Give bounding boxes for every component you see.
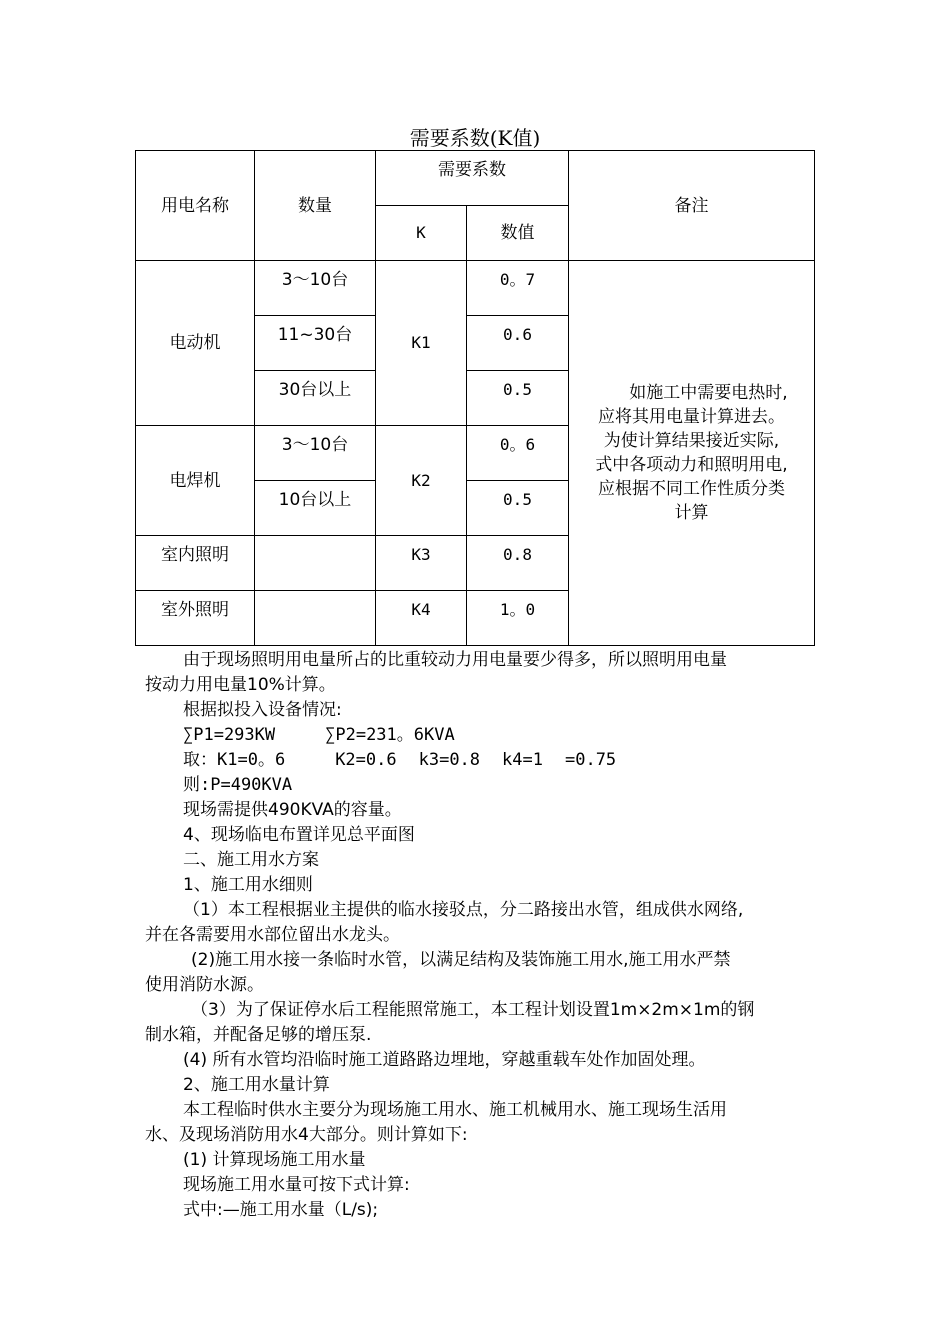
row-name: 电焊机 <box>136 426 255 536</box>
row-k: K3 <box>376 536 467 591</box>
paragraph-line: (1) 计算现场施工用水量 <box>183 1150 366 1170</box>
paragraph-line: 使用消防水源。 <box>145 975 264 995</box>
row-k: K4 <box>376 591 467 646</box>
header-row <box>136 151 815 206</box>
note-line: 式中各项动力和照明用电, <box>595 455 788 475</box>
header-note: 备注 <box>569 151 815 261</box>
row-name: 电动机 <box>136 261 255 426</box>
paragraph-line: 现场施工用水量可按下式计算: <box>183 1175 410 1195</box>
row-value: 0.5 <box>467 481 569 536</box>
row-value: 0.6 <box>467 316 569 371</box>
row-value: 1。0 <box>467 591 569 646</box>
note-line: 应根据不同工作性质分类 <box>598 479 785 499</box>
body-text <box>145 648 815 1223</box>
note-line: 计算 <box>674 503 709 523</box>
paragraph-line: （3）为了保证停水后工程能照常施工，本工程计划设置1m×2m×1m的钢 <box>191 1000 755 1020</box>
demand-coefficient-table <box>135 150 815 646</box>
row-name: 室内照明 <box>136 536 255 591</box>
paragraph-line: 根据拟投入设备情况: <box>183 700 342 720</box>
row-qty: 10台以上 <box>255 481 376 536</box>
row-qty <box>255 536 376 591</box>
paragraph-line: 按动力用电量10%计算。 <box>145 675 336 695</box>
note-text <box>569 381 814 525</box>
coefficient-line: 取：K1=0。6 K2=0.6 k3=0.8 k4=1 =0.75 <box>183 750 617 770</box>
row-value: 0。6 <box>467 426 569 481</box>
note-line: 应将其用电量计算进去。 <box>598 407 785 427</box>
paragraph-line: 现场需提供490KVA的容量。 <box>183 800 402 820</box>
paragraph-line: 则:P=490KVA <box>183 775 293 795</box>
note-line: 如施工中需要电热时, <box>629 383 788 403</box>
row-name: 室外照明 <box>136 591 255 646</box>
subsection-heading: 1、施工用水细则 <box>183 875 313 895</box>
row-value: 0。7 <box>467 261 569 316</box>
note-line: 为使计算结果接近实际, <box>603 431 780 451</box>
row-value: 0.5 <box>467 371 569 426</box>
row-qty <box>255 591 376 646</box>
header-coefficient: 需要系数 <box>376 151 569 206</box>
row-qty: 3～10台 <box>255 261 376 316</box>
paragraph-line: （1）本工程根据业主提供的临水接驳点，分二路接出水管，组成供水网络, <box>183 900 744 920</box>
row-k: K2 <box>376 426 467 536</box>
row-qty: 30台以上 <box>255 371 376 426</box>
table-row <box>136 261 815 316</box>
paragraph-line: 由于现场照明用电量所占的比重较动力用电量要少得多，所以照明用电量 <box>183 650 727 670</box>
section-heading: 二、施工用水方案 <box>183 850 319 870</box>
row-k: K1 <box>376 261 467 426</box>
paragraph-line: 制水箱，并配备足够的增压泵. <box>145 1025 372 1045</box>
row-qty: 11~30台 <box>255 316 376 371</box>
header-name: 用电名称 <box>136 151 255 261</box>
row-qty: 3～10台 <box>255 426 376 481</box>
table-title: 需要系数(K值) <box>409 126 541 150</box>
header-qty: 数量 <box>255 151 376 261</box>
paragraph-line: 式中:—施工用水量（L/s); <box>183 1200 379 1220</box>
power-sum-line: ∑P1=293KW ∑P2=231。6KVA <box>183 725 455 745</box>
paragraph-line: 本工程临时供水主要分为现场施工用水、施工机械用水、施工现场生活用 <box>183 1100 727 1120</box>
subsection-heading: 2、施工用水量计算 <box>183 1075 330 1095</box>
row-value: 0.8 <box>467 536 569 591</box>
header-k: K <box>376 206 467 261</box>
paragraph-line: 水、及现场消防用水4大部分。则计算如下: <box>145 1125 468 1145</box>
header-value: 数值 <box>467 206 569 261</box>
note-cell <box>569 261 815 646</box>
paragraph-line: (4) 所有水管均沿临时施工道路路边埋地，穿越重载车处作加固处理。 <box>183 1050 706 1070</box>
paragraph-line: (2)施工用水接一条临时水管，以满足结构及装饰施工用水,施工用水严禁 <box>191 950 731 970</box>
paragraph-line: 4、现场临电布置详见总平面图 <box>183 825 415 845</box>
paragraph-line: 并在各需要用水部位留出水龙头。 <box>145 925 400 945</box>
